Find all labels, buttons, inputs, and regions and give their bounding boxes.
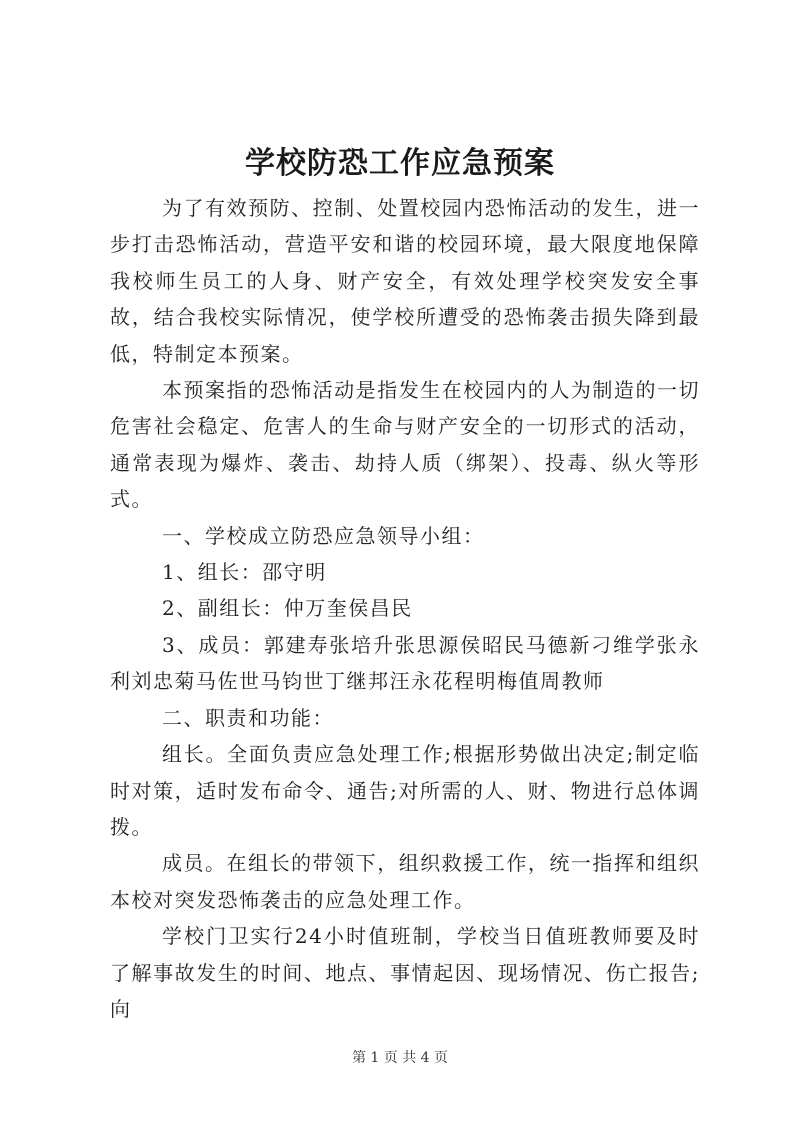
paragraph-leader-duties: 组长。全面负责应急处理工作;根据形势做出决定;制定临时对策，适时发布命令、通告;对所需的人、财、物进行总体调拨。 — [110, 742, 700, 839]
document-title: 学校防恐工作应急预案 — [245, 146, 555, 181]
document-body — [110, 190, 700, 1027]
list-item-members: 3、成员：郭建寿张培升张思源侯昭民马德新刁维学张永利刘忠菊马佐世马钧世丁继邦汪永花程明梅值周教师 — [110, 632, 700, 694]
paragraph-definition: 本预案指的恐怖活动是指发生在校园内的人为制造的一切危害社会稳定、危害人的生命与财产安全的一切形式的活动，通常表现为爆炸、袭击、劫持人质（绑架）、投毒、纵火等形式。 — [110, 378, 700, 512]
paragraph-member-duties: 成员。在组长的带领下，组织救援工作，统一指挥和组织本校对突发恐怖袭击的应急处理工作。 — [110, 851, 700, 912]
list-item-deputy-leader: 2、副组长：仲万奎侯昌民 — [162, 596, 413, 621]
paragraph-guard-duty: 学校门卫实行24小时值班制，学校当日值班教师要及时了解事故发生的时间、地点、事情起因、现场情况、伤亡报告;向 — [110, 924, 700, 1021]
page-footer: 第 1 页 共 4 页 — [351, 1050, 449, 1066]
section-heading-leadership-group: 一、学校成立防恐应急领导小组： — [162, 523, 485, 548]
paragraph-intro: 为了有效预防、控制、处置校园内恐怖活动的发生，进一步打击恐怖活动，营造平安和谐的校园环境，最大限度地保障我校师生员工的人身、财产安全，有效处理学校突发安全事故，结合我校实际情况，使学校所遭受的恐怖袭击损失降到最低，特制定本预案。 — [110, 196, 700, 366]
section-heading-duties: 二、职责和功能： — [162, 705, 334, 730]
list-item-leader: 1、组长：邵守明 — [162, 560, 327, 585]
